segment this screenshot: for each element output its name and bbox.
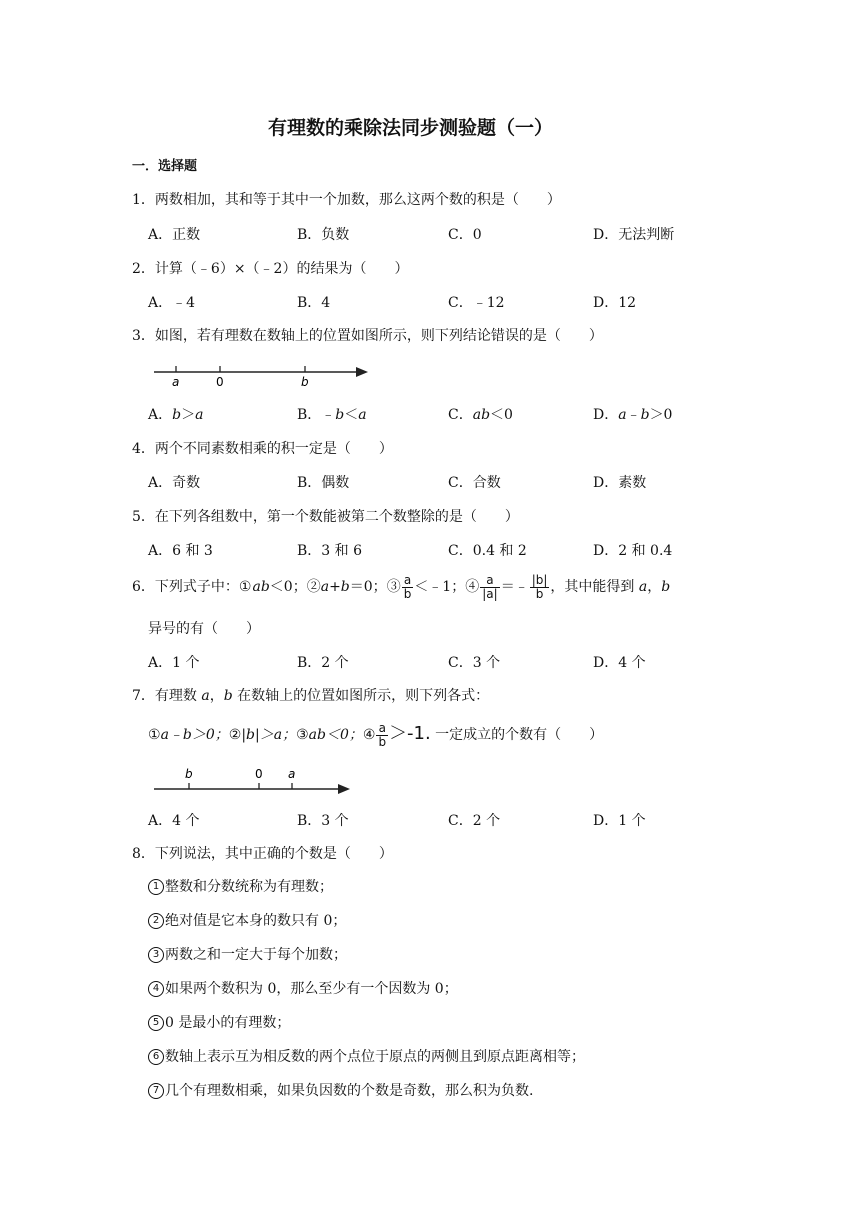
question-7-stem — [132, 687, 489, 705]
q3-option-a-var2: a — [195, 407, 204, 423]
q8-statement — [148, 878, 333, 896]
q2-option-d: D．12 — [593, 295, 637, 311]
circled-number: 1 — [148, 879, 164, 895]
q6-expr-2-rel: ＝0； — [349, 579, 387, 595]
q7-option-a: A．4 个 — [148, 813, 200, 829]
q8-statement-text: 0 是最小的有理数； — [165, 1015, 291, 1031]
question-3-stem: 3．如图，若有理数在数轴上的位置如图所示，则下列结论错误的是（ ） — [132, 328, 603, 344]
circled-number: 2 — [148, 913, 164, 929]
q3-option-b-var2: a — [358, 407, 367, 423]
q7-axis-label-a: a — [288, 767, 296, 781]
q5-option-c: C．0.4 和 2 — [448, 543, 527, 559]
q7-option-d: D．1 个 — [593, 813, 646, 829]
question-8-stem: 8．下列说法，其中正确的个数是（ ） — [132, 846, 393, 862]
q7-var-a: a — [201, 688, 210, 704]
q7-axis-label-b: b — [185, 767, 193, 781]
q3-option-d-suffix: ＞0 — [649, 407, 673, 423]
q1-option-a: A．正数 — [148, 227, 201, 243]
q6-frac3-num: a — [402, 574, 414, 588]
q6-expr-1-rel: ＜0； — [269, 579, 307, 595]
q7-expr-1: a﹣b＞0； — [160, 727, 229, 743]
q6-lead: 6．下列式子中： — [132, 579, 239, 595]
q8-statement-text: 整数和分数统称为有理数； — [165, 879, 333, 895]
q7-frac-den: b — [378, 734, 387, 749]
question-2-stem: 2．计算（﹣6）×（﹣2）的结果为（ ） — [132, 261, 409, 277]
q3-option-d — [593, 406, 672, 424]
q5-option-a: A．6 和 3 — [148, 543, 213, 559]
q8-statement — [148, 980, 458, 998]
q4-option-b: B．偶数 — [297, 475, 350, 491]
q3-option-c-var1: ab — [472, 407, 491, 423]
q6-var-b: b — [661, 579, 671, 595]
question-6-stem — [132, 572, 670, 602]
question-5-stem: 5．在下列各组数中，第一个数能被第二个数整除的是（ ） — [132, 509, 519, 525]
q7-statements — [148, 718, 603, 751]
q3-axis-label-b: b — [301, 375, 309, 389]
circled-number-1: ① — [238, 579, 252, 595]
q5-option-d: D．2 和 0.4 — [593, 543, 673, 559]
q4-option-a: A．奇数 — [148, 475, 201, 491]
circled-number: 5 — [148, 1015, 164, 1031]
q6-tail: ，其中能得到 — [550, 579, 639, 595]
q6-option-c: C．3 个 — [448, 655, 501, 671]
q8-statement-text: 几个有理数相乘，如果负因数的个数是奇数，那么积为负数. — [165, 1083, 534, 1099]
q6-expr-1: ab — [252, 579, 270, 595]
circled-number: 7 — [148, 1083, 164, 1099]
q1-option-d: D．无法判断 — [593, 227, 675, 243]
q3-option-c-op: ＜0 — [490, 407, 513, 423]
q2-option-a: A．﹣4 — [148, 295, 196, 311]
q7-fraction-a-over-b — [376, 722, 388, 749]
q3-option-c-prefix: C． — [448, 407, 473, 423]
q6-comma: ， — [647, 579, 662, 595]
q7-comma: ， — [209, 688, 224, 704]
q6-frac4-den: |a| — [482, 586, 498, 601]
circled-number: 6 — [148, 1049, 164, 1065]
q2-option-c: C．﹣12 — [448, 295, 505, 311]
circled-number-4: ④ — [465, 579, 480, 595]
circled-number-4: ④ — [362, 727, 376, 743]
q3-option-a — [148, 406, 203, 424]
q8-statement-text: 如果两个数积为 0，那么至少有一个因数为 0； — [165, 981, 458, 997]
circled-number-3: ③ — [386, 579, 401, 595]
q8-statement-text: 数轴上表示互为相反数的两个点位于原点的两侧且到原点距离相等； — [165, 1049, 585, 1065]
section-heading: 一．选择题 — [132, 159, 198, 174]
q7-expr-3: ab＜0； — [308, 727, 363, 743]
q6-frac4b-num: |b| — [531, 572, 548, 587]
q3-option-d-var2: b — [640, 407, 650, 423]
q3-option-a-op: ＞ — [181, 407, 196, 423]
q3-option-b — [297, 406, 367, 424]
q4-option-d: D．素数 — [593, 475, 647, 491]
q3-option-b-var1: b — [335, 407, 345, 423]
q8-statement — [148, 1014, 290, 1032]
q2-option-b: B．4 — [297, 295, 331, 311]
q8-statement-text: 绝对值是它本身的数只有 0； — [165, 913, 347, 929]
q6-fraction-abs-b-over-b — [530, 574, 550, 601]
q8-statement — [148, 912, 346, 930]
q6-fraction-a-over-b — [402, 574, 414, 601]
circled-number: 4 — [148, 981, 164, 997]
q7-frac-num: a — [376, 722, 388, 736]
q3-option-c — [448, 406, 513, 424]
q1-option-c: C．0 — [448, 227, 482, 243]
q7-var-b: b — [223, 688, 233, 704]
q3-option-a-prefix: A． — [148, 407, 173, 423]
circled-number: 3 — [148, 947, 164, 963]
q3-option-d-var1: a — [618, 407, 627, 423]
q8-statement-text: 两数之和一定大于每个加数； — [165, 947, 347, 963]
q7-option-b: B．3 个 — [297, 813, 349, 829]
q3-axis-label-a: a — [172, 375, 180, 389]
q7-axis-label-zero: 0 — [255, 767, 263, 781]
q7-expr-4-rel: ＞-1. — [389, 723, 431, 744]
q3-option-b-op: ＜ — [344, 407, 359, 423]
q8-statement — [148, 1082, 533, 1100]
q6-expr-4-mid: ＝﹣ — [500, 579, 529, 595]
q7-option-c: C．2 个 — [448, 813, 501, 829]
q6-option-a: A．1 个 — [148, 655, 200, 671]
q5-option-b: B．3 和 6 — [297, 543, 363, 559]
circled-number-3: ③ — [296, 727, 309, 743]
circled-number-1: ① — [148, 727, 161, 743]
q7-stem-pre: 7．有理数 — [132, 688, 202, 704]
q6-expr-3-rel: ＜﹣1； — [414, 579, 466, 595]
question-1-stem: 1．两数相加，其和等于其中一个加数，那么这两个数的积是（ ） — [132, 192, 561, 208]
q6-var-a: a — [638, 579, 648, 595]
q7-stem-post: 在数轴上的位置如图所示，则下列各式： — [232, 688, 490, 704]
q4-option-c: C．合数 — [448, 475, 501, 491]
question-6-stem-line2: 异号的有（ ） — [148, 621, 260, 637]
q3-option-d-prefix: D． — [593, 407, 619, 423]
q6-frac3-den: b — [403, 586, 412, 601]
q8-statement — [148, 1048, 585, 1066]
q6-frac4b-den: b — [535, 586, 544, 601]
q3-number-line — [150, 358, 375, 390]
q3-axis-label-zero: 0 — [216, 375, 224, 389]
q6-frac4-num: a — [480, 574, 499, 588]
q3-option-b-prefix: B．﹣ — [297, 407, 336, 423]
q7-number-line — [150, 762, 360, 798]
q7-tail: 一定成立的个数有（ ） — [430, 727, 604, 743]
q3-option-d-op: ﹣ — [626, 407, 641, 423]
page-title: 有理数的乘除法同步测验题（一） — [268, 117, 554, 139]
circled-number-2: ② — [306, 579, 321, 595]
question-4-stem: 4．两个不同素数相乘的积一定是（ ） — [132, 441, 393, 457]
q7-expr-2: |b|＞a； — [241, 727, 297, 743]
q1-option-b: B．负数 — [297, 227, 350, 243]
q6-option-d: D．4 个 — [593, 655, 646, 671]
q6-fraction-a-over-abs-a — [480, 574, 499, 601]
q8-statement — [148, 946, 347, 964]
q6-expr-2: a+b — [320, 579, 350, 595]
circled-number-2: ② — [228, 727, 242, 743]
q3-option-a-var1: b — [172, 407, 182, 423]
q6-option-b: B．2 个 — [297, 655, 349, 671]
